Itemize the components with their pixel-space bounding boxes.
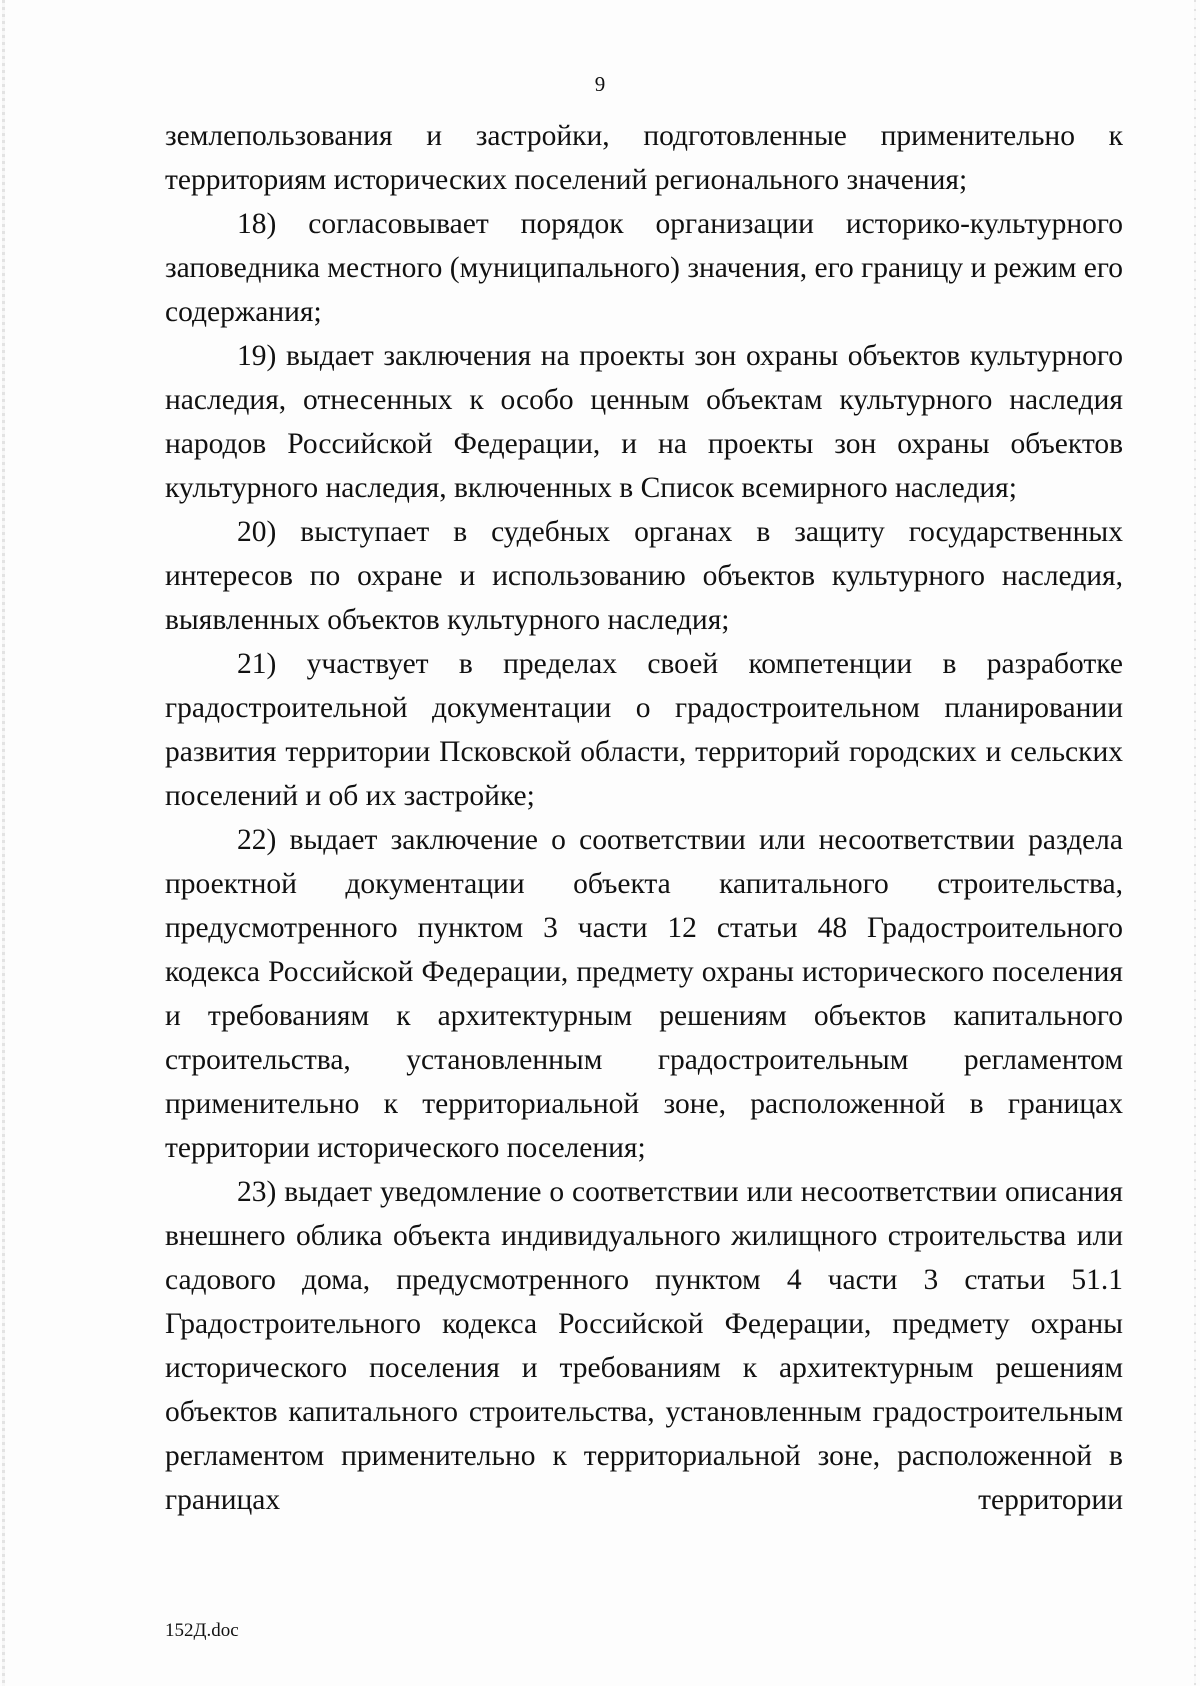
scan-edge-left [2, 0, 5, 1686]
paragraph-continuation: землепользования и застройки, подготовленные применительно к территориям исторических поселений регионального значения; [165, 120, 1123, 196]
page-number: 9 [594, 72, 606, 96]
scan-edge-right [1194, 0, 1196, 1686]
paragraph-item-22: 22) выдает заключение о соответствии или несоответствии раздела проектной документации объекта капитального строительства, предусмотренного пунктом 3 части 12 статьи 48 Градостроительного кодекса Российской Федерации, предмету охраны исторического поселения и требованиям к архитектурным решениям объектов капитального строительства, установленным градостроительным регламентом применительно к территориальной зоне, расположенной в границах территории исторического поселения; [165, 824, 1123, 1164]
paragraph-item-23: 23) выдает уведомление о соответствии или несоответствии описания внешнего облика объекта индивидуального жилищного строительства или садового дома, предусмотренного пунктом 4 части 3 статьи 51.1 Градостроительного кодекса Российской Федерации, предмету охраны исторического поселения и требованиям к архитектурным решениям объектов капитального строительства, установленным градостроительным регламентом применительно к территориальной зоне, расположенной в границах территории [165, 1176, 1123, 1516]
paragraph-item-19: 19) выдает заключения на проекты зон охраны объектов культурного наследия, отнесенных к особо ценным объектам культурного наследия народов Российской Федерации, и на проекты зон охраны объектов культурного наследия, включенных в Список всемирного наследия; [165, 340, 1123, 504]
footer-filename: 152Д.doc [165, 1620, 239, 1641]
paragraph-item-18: 18) согласовывает порядок организации историко-культурного заповедника местного (муниципального) значения, его границу и режим его содержания; [165, 208, 1123, 328]
paragraph-item-20: 20) выступает в судебных органах в защиту государственных интересов по охране и использованию объектов культурного наследия, выявленных объектов культурного наследия; [165, 516, 1123, 636]
document-body [165, 114, 1123, 1522]
paragraph-item-21: 21) участвует в пределах своей компетенции в разработке градостроительной документации о градостроительном планировании развития территории Псковской области, территорий городских и сельских поселений и об их застройке; [165, 648, 1123, 812]
